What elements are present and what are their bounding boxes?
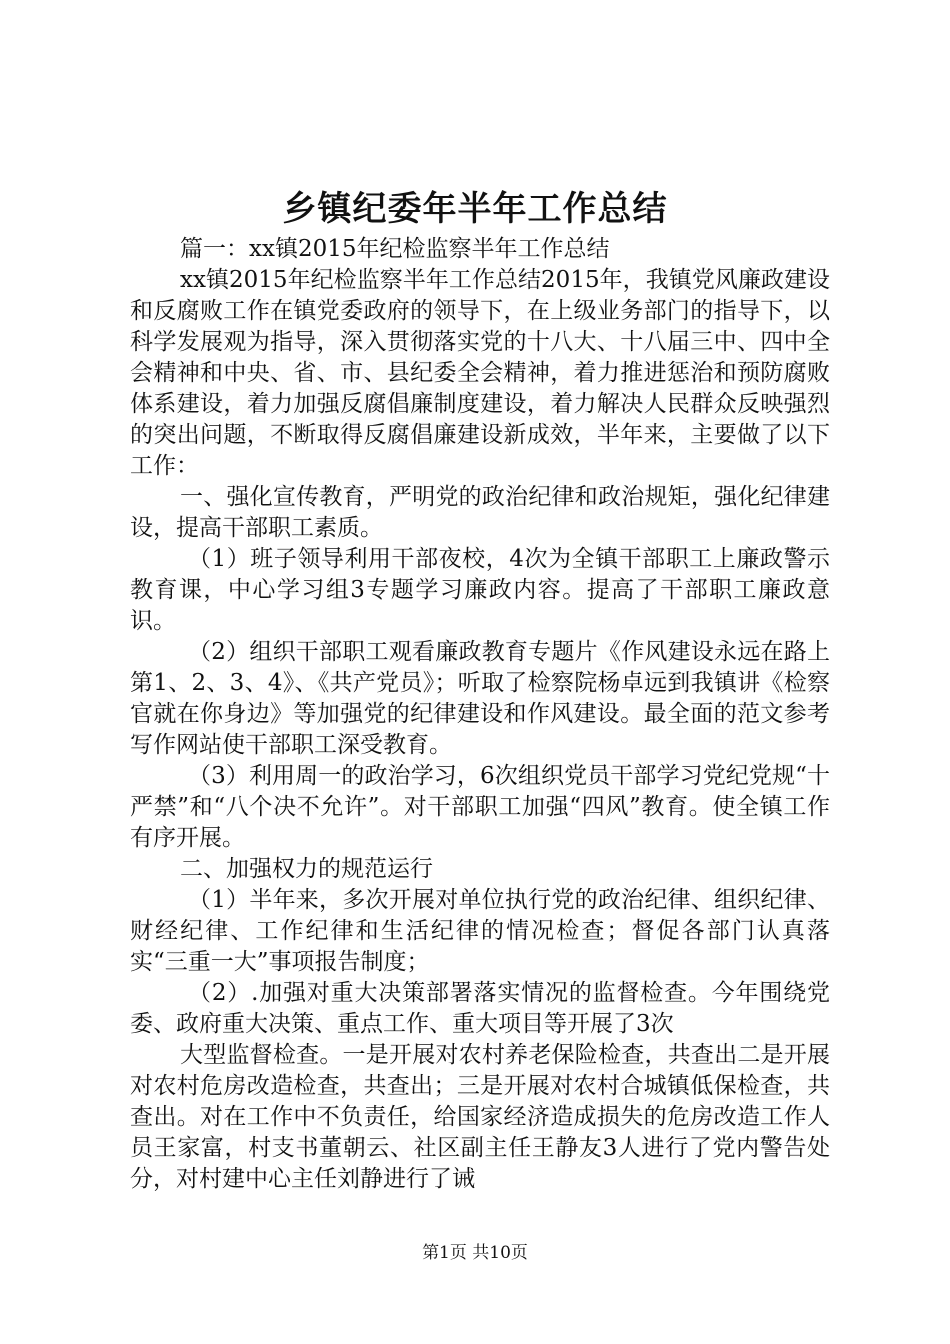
document-body	[130, 234, 830, 1195]
section-heading: 一、强化宣传教育，严明党的政治纪律和政治规矩，强化纪律建设，提高干部职工素质。	[130, 484, 830, 541]
page-number: 第1页 共10页	[422, 1243, 528, 1263]
list-item: （1）班子领导利用干部夜校，4次为全镇干部职工上廉政警示教育课，中心学习组3专题学习廉政内容。提高了干部职工廉政意识。	[130, 546, 830, 634]
intro-paragraph: xx镇2015年纪检监察半年工作总结2015年，我镇党风廉政建设和反腐败工作在镇党委政府的领导下，在上级业务部门的指导下，以科学发展观为指导，深入贯彻落实党的十八大、十八届三中、四中全会精神和中央、省、市、县纪委全会精神，着力推进惩治和预防腐败体系建设，着力加强反腐倡廉制度建设，着力解决人民群众反映强烈的突出问题，不断取得反腐倡廉建设新成效，半年来，主要做了以下工作：	[130, 267, 830, 479]
section-heading: 二、加强权力的规范运行	[180, 856, 433, 882]
list-item: （3）利用周一的政治学习，6次组织党员干部学习党纪党规“十严禁”和“八个决不允许”。对干部职工加强“四风”教育。使全镇工作有序开展。	[130, 763, 830, 851]
document-title: 乡镇纪委年半年工作总结	[282, 189, 668, 229]
section-heading: 篇一：xx镇2015年纪检监察半年工作总结	[180, 236, 610, 262]
body-paragraph: 大型监督检查。一是开展对农村养老保险检查，共查出二是开展对农村危房改造检查，共查出；三是开展对农村合城镇低保检查，共查出。对在工作中不负责任，给国家经济造成损失的危房改造工作人员王家富，村支书董朝云、社区副主任王静友3人进行了党内警告处分，对村建中心主任刘静进行了诫	[130, 1042, 830, 1192]
list-item: （1）半年来，多次开展对单位执行党的政治纪律、组织纪律、财经纪律、工作纪律和生活纪律的情况检查；督促各部门认真落实“三重一大”事项报告制度；	[130, 887, 830, 975]
list-item: （2）.加强对重大决策部署落实情况的监督检查。今年围绕党委、政府重大决策、重点工作、重大项目等开展了3次	[130, 980, 830, 1037]
list-item: （2）组织干部职工观看廉政教育专题片《作风建设永远在路上第1、2、3、4》、《共产党员》；听取了检察院杨卓远到我镇讲《检察官就在你身边》等加强党的纪律建设和作风建设。最全面的范文参考写作网站使干部职工深受教育。	[130, 639, 830, 758]
